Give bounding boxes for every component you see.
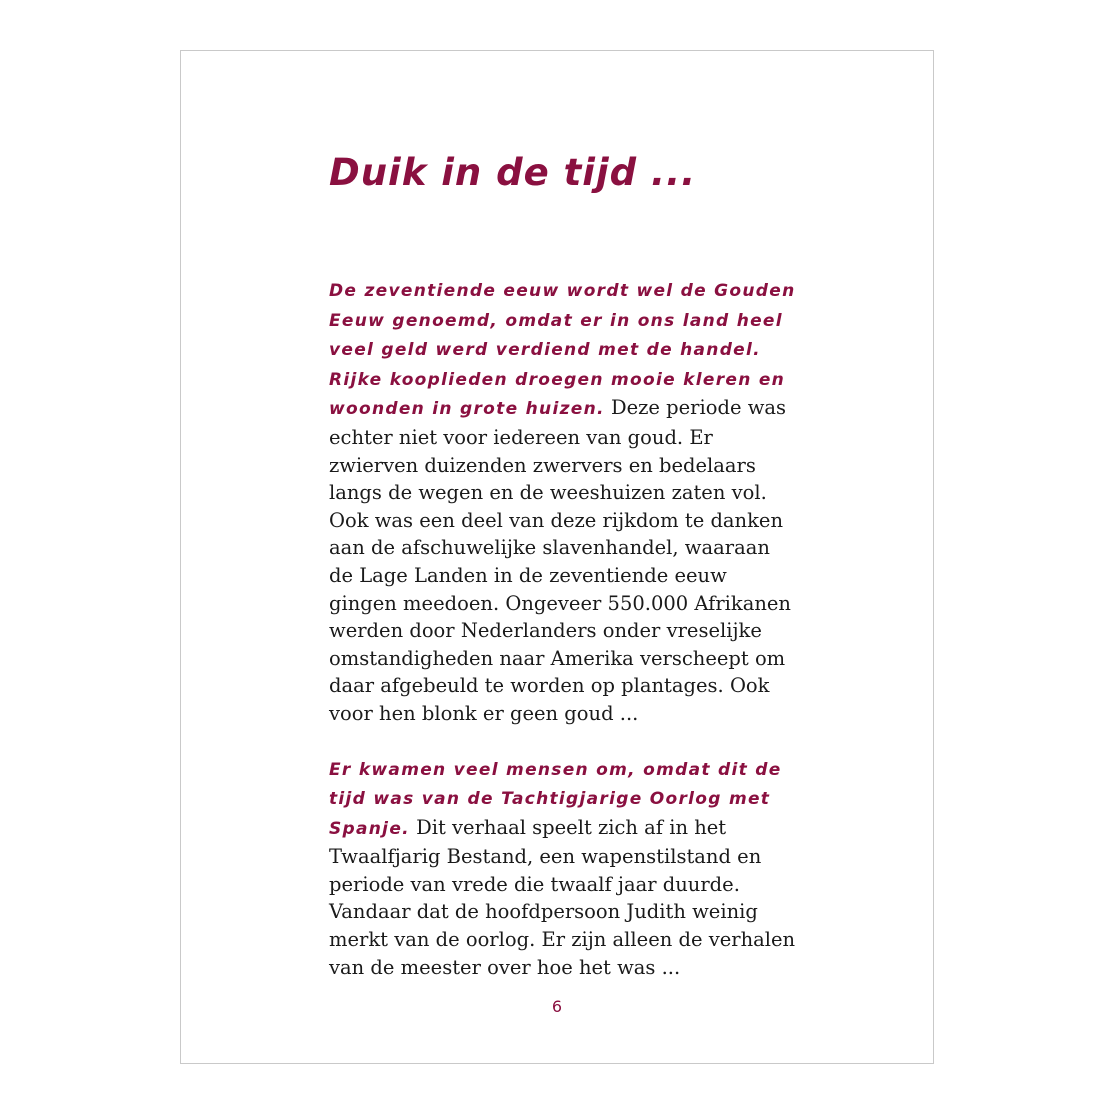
page-number: 6 <box>551 997 563 1016</box>
paragraph-1-text: Deze periode was echter niet voor iedereen van goud. Er zwierven duizenden zwervers en bedelaars langs de wegen en de weeshuizen zaten vol. Ook was een deel van deze rijkdom te danken aan de afschuwelijke slavenhandel, waaraan de Lage Landen in de zeventiende eeuw gingen meedoen. Ongeveer 550.000 Afrikanen werden door Nederlanders onder vreselijke omstandigheden naar Amerika verscheept om daar afgebeuld te worden op plantages. Ook voor hen blonk er geen goud ... <box>329 396 791 725</box>
page-body <box>329 276 799 981</box>
paragraph-2-text: Dit verhaal speelt zich af in het Twaalfjarig Bestand, een wapenstilstand en periode van vrede die twaalf jaar duurde. Vandaar dat de hoofdpersoon Judith weinig merkt van de oorlog. Er zijn alleen de verhalen van de meester over hoe het was ... <box>329 815 796 979</box>
paragraph-1 <box>329 276 799 728</box>
paragraph-1-lead: De zeventiende eeuw wordt wel de Gouden Eeuw genoemd, omdat er in ons land heel veel geld werd verdiend met de handel. Rijke kooplieden droegen mooie kleren en woonden in grote huizen. <box>329 281 796 420</box>
book-page <box>180 50 934 1064</box>
paragraph-2 <box>329 755 799 982</box>
chapter-title: Duik in de tijd ... <box>329 151 697 194</box>
paragraph-2-lead: Er kwamen veel mensen om, omdat dit de tijd was van de Tachtigjarige Oorlog met Spanje. <box>329 759 782 839</box>
